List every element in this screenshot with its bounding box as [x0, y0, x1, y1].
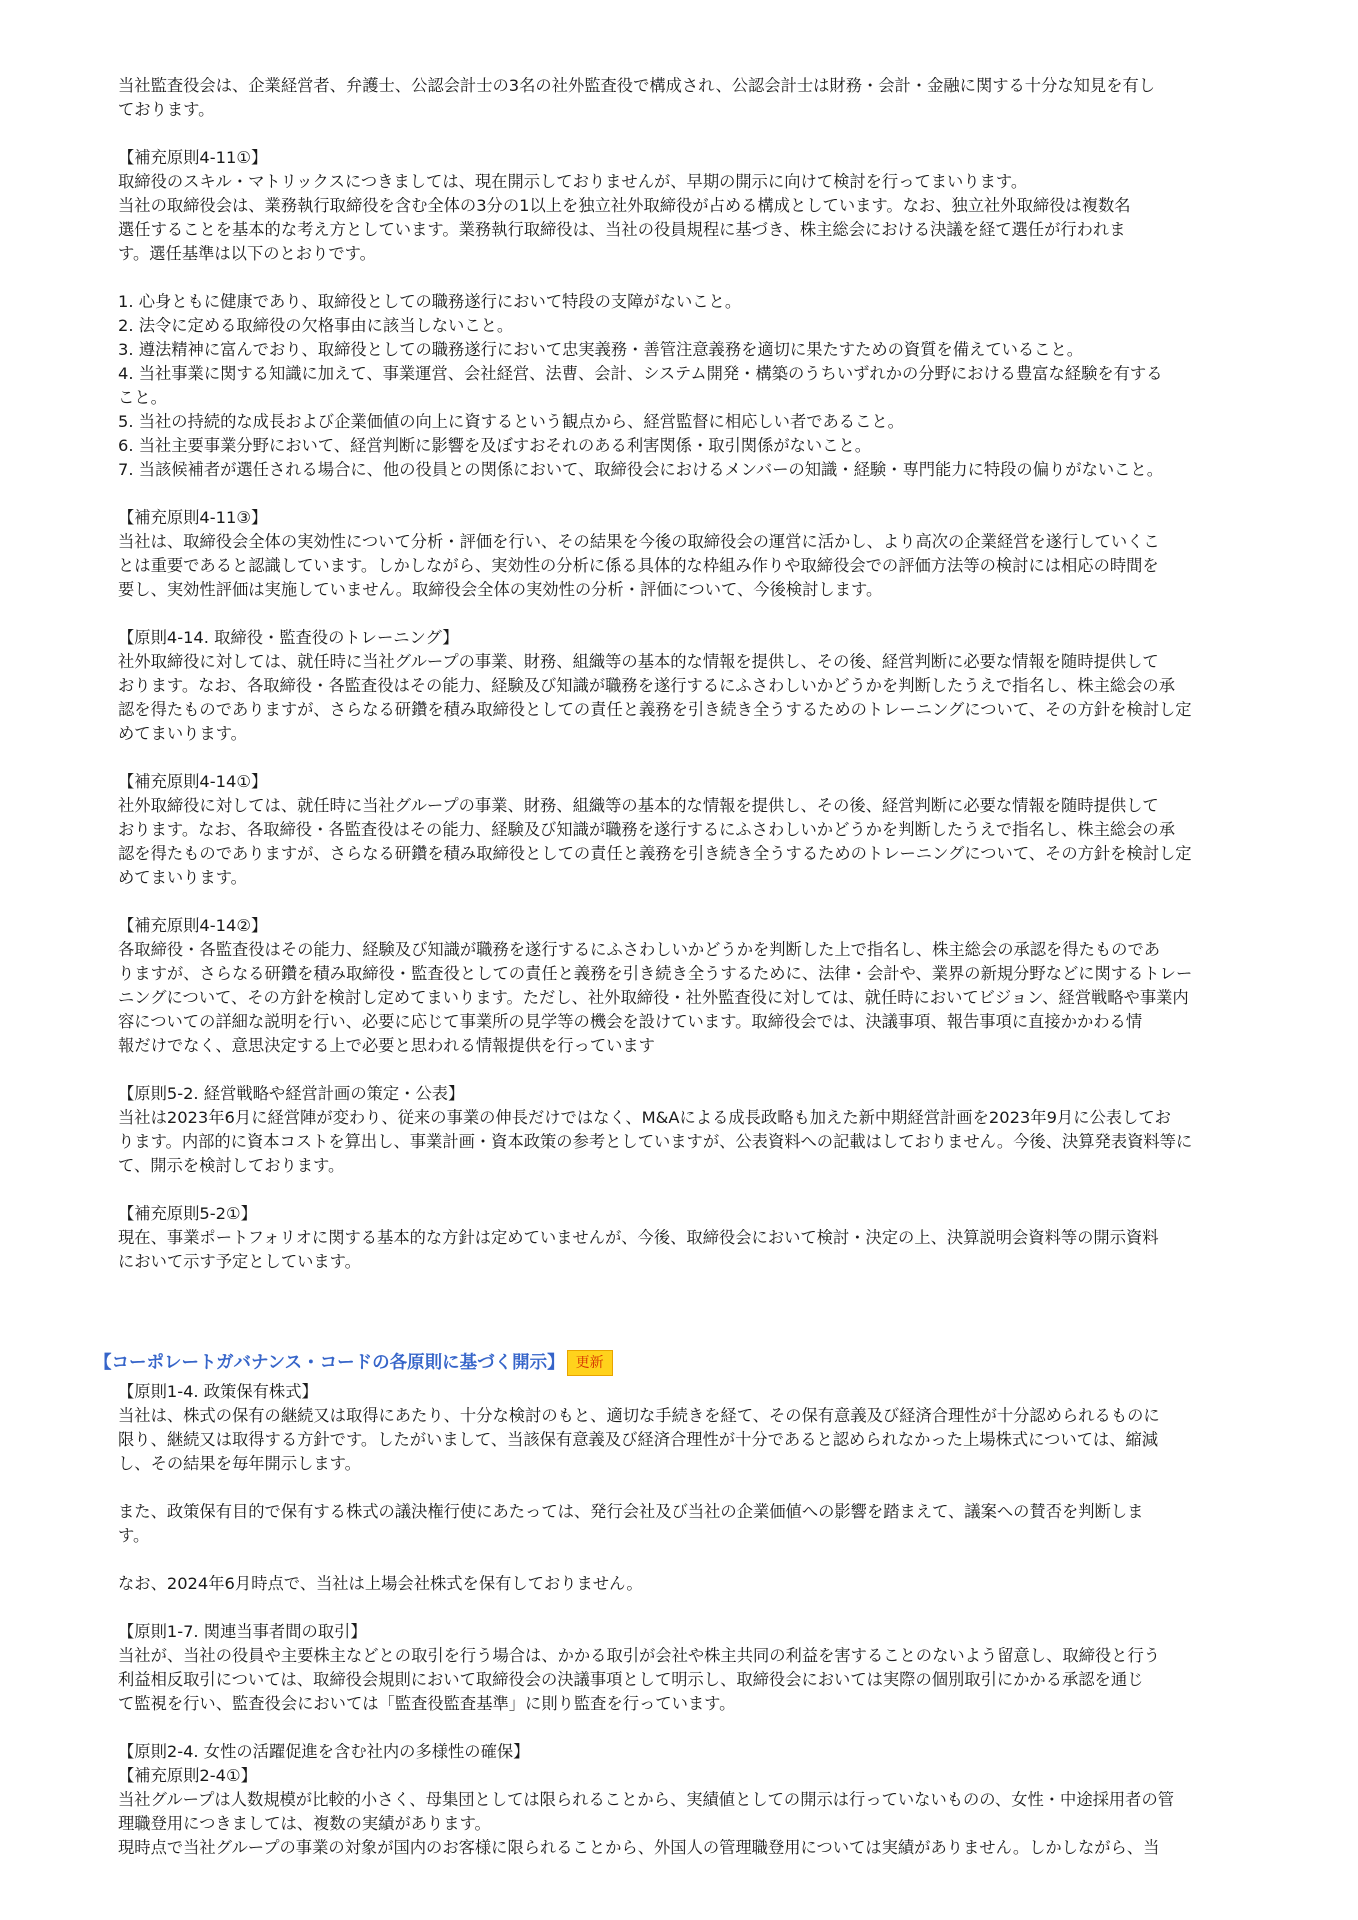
text-line: 【原則1-4. 政策保有株式】	[118, 1382, 318, 1401]
paragraph-block	[118, 1380, 1266, 1476]
text-line: 【原則2-4. 女性の活躍促進を含む社内の多様性の確保】	[118, 1742, 530, 1761]
text-line: 各取締役・各監査役はその能力、経験及び知識が職務を遂行するにふさわしいかどうかを判断した上で指名し、株主総会の承認を得たものであ	[118, 940, 1161, 959]
text-line: 【原則5-2. 経営戦略や経営計画の策定・公表】	[118, 1084, 465, 1103]
text-line: ニングについて、その方針を検討し定めてまいります。ただし、社外取締役・社外監査役に対しては、就任時においてビジョン、経営戦略や事業内	[118, 988, 1189, 1007]
text-line: ります。内部的に資本コストを算出し、事業計画・資本政策の参考としていますが、公表資料への記載はしておりません。今後、決算発表資料等に	[118, 1132, 1193, 1151]
text-line: 取締役のスキル・マトリックスにつきましては、現在開示しておりませんが、早期の開示に向けて検討を行ってまいります。	[118, 172, 1028, 191]
text-line: 当社監査役会は、企業経営者、弁護士、公認会計士の3名の社外監査役で構成され、公認会計士は財務・会計・金融に関する十分な知見を有し	[118, 76, 1156, 95]
text-line: 当社は、株式の保有の継続又は取得にあたり、十分な検討のもと、適切な手続きを経て、その保有意義及び経済合理性が十分認められるものに	[118, 1406, 1160, 1425]
governance-notes-part1	[118, 74, 1266, 1274]
paragraph-block	[118, 626, 1266, 746]
paragraph-block	[118, 770, 1266, 890]
paragraph-gap	[118, 1178, 1266, 1202]
update-badge: 更新	[567, 1350, 613, 1376]
paragraph-gap	[118, 602, 1266, 626]
text-line: し、その結果を毎年開示します。	[118, 1454, 361, 1473]
text-line: 理職登用につきましては、複数の実績があります。	[118, 1814, 491, 1833]
text-line: 5. 当社の持続的な成長および企業価値の向上に資するという観点から、経営監督に相応しい者であること。	[118, 412, 904, 431]
paragraph-block	[118, 1620, 1266, 1716]
text-line: 当社が、当社の役員や主要株主などとの取引を行う場合は、かかる取引が会社や株主共同の利益を害することのないよう留意し、取締役と行う	[118, 1646, 1161, 1665]
text-line: 【補充原則4-11③】	[118, 508, 268, 527]
text-line: において示す予定としています。	[118, 1252, 361, 1271]
paragraph-block	[118, 1202, 1266, 1274]
text-line: て監視を行い、監査役会においては「監査役監査基準」に則り監査を行っています。	[118, 1694, 736, 1713]
paragraph-gap	[118, 482, 1266, 506]
text-line: りますが、さらなる研鑽を積み取締役・監査役としての責任と義務を引き続き全うするために、法律・会計や、業界の新規分野などに関するトレー	[118, 964, 1193, 983]
paragraph-block	[118, 74, 1266, 122]
text-line: 1. 心身ともに健康であり、取締役としての職務遂行において特段の支障がないこと。	[118, 292, 742, 311]
paragraph-gap	[118, 1058, 1266, 1082]
text-line: 現在、事業ポートフォリオに関する基本的な方針は定めていませんが、今後、取締役会において検討・決定の上、決算説明会資料等の開示資料	[118, 1228, 1159, 1247]
paragraph-block	[118, 1572, 1266, 1596]
text-line: 4. 当社事業に関する知識に加えて、事業運営、会社経営、法曹、会計、システム開発・構築のうちいずれかの分野における豊富な経験を有する	[118, 364, 1163, 383]
text-line: 選任することを基本的な考え方としています。業務執行取締役は、当社の役員規程に基づき、株主総会における決議を経て選任が行われま	[118, 220, 1126, 239]
text-line: 社外取締役に対しては、就任時に当社グループの事業、財務、組織等の基本的な情報を提供し、その後、経営判断に必要な情報を随時提供して	[118, 652, 1159, 671]
text-line: 7. 当該候補者が選任される場合に、他の役員との関係において、取締役会におけるメンバーの知識・経験・専門能力に特段の偏りがないこと。	[118, 460, 1163, 479]
text-line: 2. 法令に定める取締役の欠格事由に該当しないこと。	[118, 316, 514, 335]
paragraph-block	[118, 1082, 1266, 1178]
text-line: なお、2024年6月時点で、当社は上場会社株式を保有しておりません。	[118, 1574, 643, 1593]
text-line: おります。なお、各取締役・各監査役はその能力、経験及び知識が職務を遂行するにふさわしいかどうかを判断したうえで指名し、株主総会の承	[118, 676, 1175, 695]
paragraph-gap	[118, 122, 1266, 146]
text-line: ております。	[118, 100, 215, 119]
governance-notes-part2	[118, 1380, 1266, 1860]
section-spacer	[118, 1274, 1266, 1346]
text-line: 利益相反取引については、取締役会規則において取締役会の決議事項として明示し、取締役会においては実際の個別取引にかかる承認を通じ	[118, 1670, 1144, 1689]
text-line: おります。なお、各取締役・各監査役はその能力、経験及び知識が職務を遂行するにふさわしいかどうかを判断したうえで指名し、株主総会の承	[118, 820, 1175, 839]
text-line: 容についての詳細な説明を行い、必要に応じて事業所の見学等の機会を設けています。取締役会では、決議事項、報告事項に直接かかわる情	[118, 1012, 1143, 1031]
paragraph-gap	[118, 1548, 1266, 1572]
text-line: 【補充原則4-14①】	[118, 772, 268, 791]
text-line: す。選任基準は以下のとおりです。	[118, 244, 376, 263]
paragraph-block	[118, 290, 1266, 482]
document-body	[94, 74, 1266, 1860]
text-line: 【原則1-7. 関連当事者間の取引】	[118, 1622, 367, 1641]
text-line: 6. 当社主要事業分野において、経営判断に影響を及ぼすおそれのある利害関係・取引関係がないこと。	[118, 436, 872, 455]
text-line: また、政策保有目的で保有する株式の議決権行使にあたっては、発行会社及び当社の企業価値への影響を踏まえて、議案への賛否を判断しま	[118, 1502, 1144, 1521]
paragraph-gap	[118, 746, 1266, 770]
paragraph-block	[118, 1500, 1266, 1548]
text-line: 報だけでなく、意思決定する上で必要と思われる情報提供を行っています	[118, 1036, 655, 1055]
text-line: めてまいります。	[118, 724, 247, 743]
paragraph-gap	[118, 266, 1266, 290]
text-line: て、開示を検討しております。	[118, 1156, 345, 1175]
text-line: す。	[118, 1526, 150, 1545]
text-line: 限り、継続又は取得する方針です。したがいまして、当該保有意義及び経済合理性が十分であると認められなかった上場株式については、縮減	[118, 1430, 1159, 1449]
paragraph-gap	[118, 1476, 1266, 1500]
text-line: 【補充原則4-14②】	[118, 916, 268, 935]
text-line: 【補充原則4-11①】	[118, 148, 268, 167]
paragraph-block	[118, 914, 1266, 1058]
text-line: 当社は、取締役会全体の実効性について分析・評価を行い、その結果を今後の取締役会の運営に活かし、より高次の企業経営を遂行していくこ	[118, 532, 1160, 551]
text-line: めてまいります。	[118, 868, 247, 887]
text-line: 【補充原則2-4①】	[118, 1766, 257, 1785]
text-line: 現時点で当社グループの事業の対象が国内のお客様に限られることから、外国人の管理職登用については実績がありません。しかしながら、当	[118, 1838, 1160, 1857]
paragraph-gap	[118, 1716, 1266, 1740]
text-line: 当社は2023年6月に経営陣が変わり、従来の事業の伸長だけではなく、M&Aによる成長政略も加えた新中期経営計画を2023年9月に公表してお	[118, 1108, 1171, 1127]
text-line: とは重要であると認識しています。しかしながら、実効性の分析に係る具体的な枠組み作りや取締役会での評価方法等の検討には相応の時間を	[118, 556, 1159, 575]
section-heading	[94, 1346, 1266, 1380]
text-line: 当社グループは人数規模が比較的小さく、母集団としては限られることから、実績値としての開示は行っていないものの、女性・中途採用者の管	[118, 1790, 1175, 1809]
text-line: 【原則4-14. 取締役・監査役のトレーニング】	[118, 628, 459, 647]
paragraph-block	[118, 1740, 1266, 1860]
section-title: 【コーポレートガバナンス・コードの各原則に基づく開示】	[94, 1353, 565, 1373]
text-line: 【補充原則5-2①】	[118, 1204, 257, 1223]
text-line: 3. 遵法精神に富んでおり、取締役としての職務遂行において忠実義務・善管注意義務を適切に果たすための資質を備えていること。	[118, 340, 1084, 359]
paragraph-gap	[118, 1596, 1266, 1620]
text-line: こと。	[118, 388, 167, 407]
text-line: 社外取締役に対しては、就任時に当社グループの事業、財務、組織等の基本的な情報を提供し、その後、経営判断に必要な情報を随時提供して	[118, 796, 1159, 815]
text-line: 認を得たものでありますが、さらなる研鑽を積み取締役としての責任と義務を引き続き全うするためのトレーニングについて、その方針を検討し定	[118, 844, 1192, 863]
paragraph-block	[118, 146, 1266, 266]
paragraph-block	[118, 506, 1266, 602]
text-line: 当社の取締役会は、業務執行取締役を含む全体の3分の1以上を独立社外取締役が占める構成としています。なお、独立社外取締役は複数名	[118, 196, 1131, 215]
paragraph-gap	[118, 890, 1266, 914]
text-line: 認を得たものでありますが、さらなる研鑽を積み取締役としての責任と義務を引き続き全うするためのトレーニングについて、その方針を検討し定	[118, 700, 1192, 719]
text-line: 要し、実効性評価は実施していません。取締役会全体の実効性の分析・評価について、今後検討します。	[118, 580, 883, 599]
